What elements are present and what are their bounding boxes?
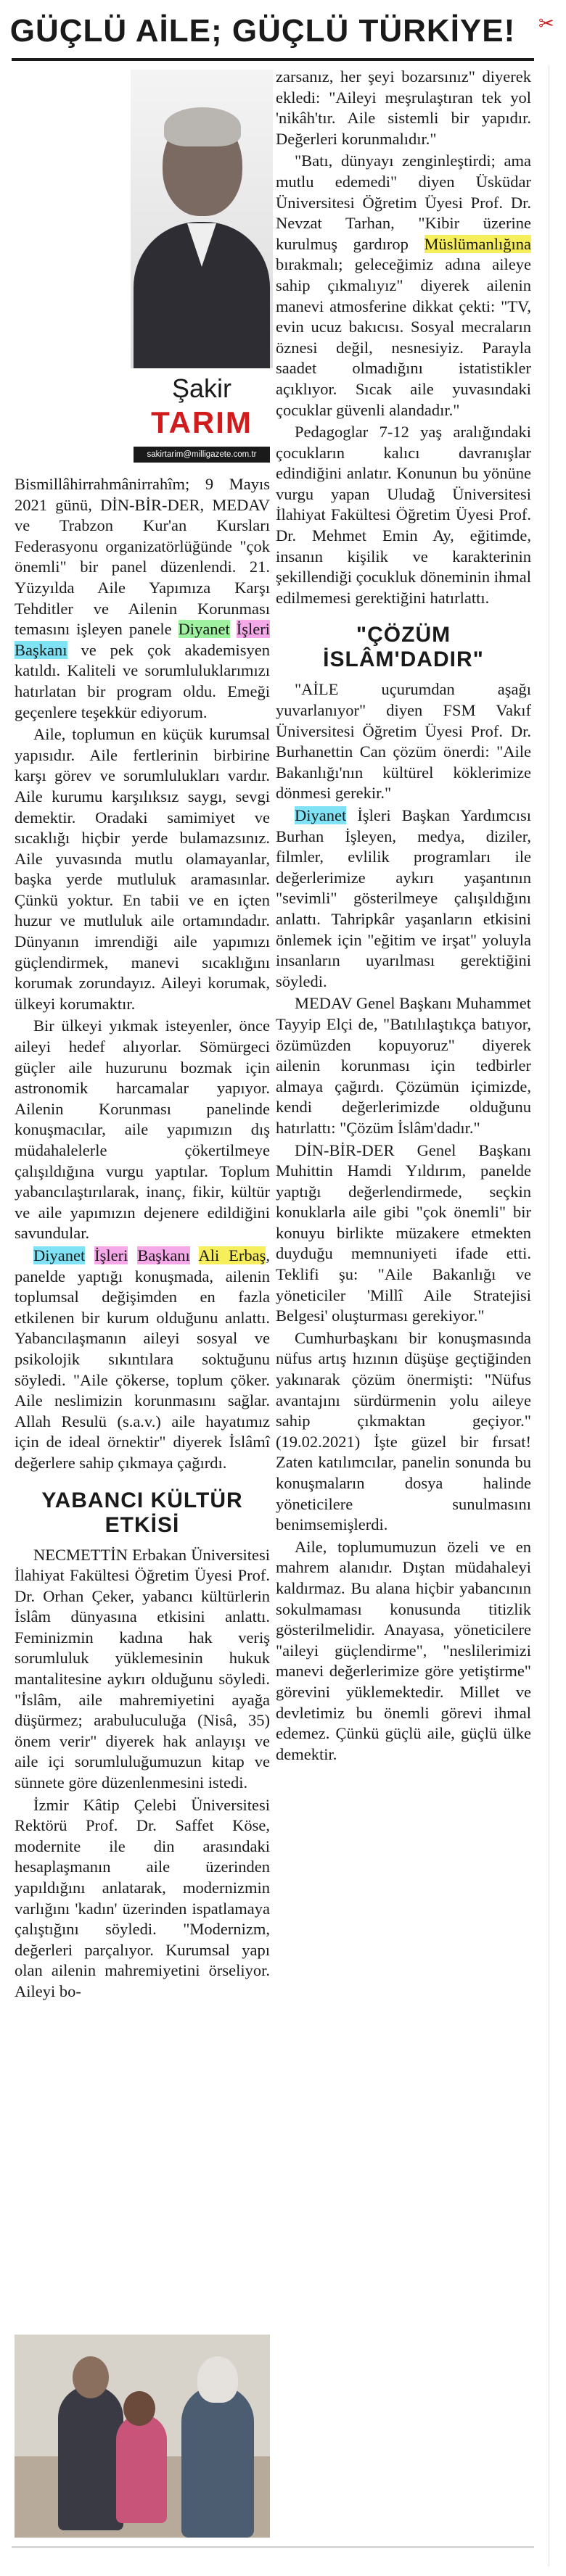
section-heading: "ÇÖZÜM İSLÂM'DADIR"	[323, 623, 484, 672]
left-column	[15, 67, 270, 2004]
author-email: sakirtarim@milligazete.com.tr	[134, 447, 270, 463]
paragraph: NECMETTİN Erbakan Üniversitesi İlahiyat Fakültesi Öğretim Üyesi Prof. Dr. Orhan Çeker, yabancı kültürlerin İslâm dünyasına etkisini anlattı. Feminizmin kadına hak veriş sorumluluk yüklemesinin hukuk mantalitesine aykırı olduğunu söyledi. "İslâm, aile mahremiyetini ayağa düşürmez; arabuluculuğa (Nisâ, 35) önem verir" diyerek hak anlayışı ve aile içi sorumluluğumuzun kitap ve sünnete göre düzenlenmesini istedi.	[15, 1545, 270, 1792]
page-edge-strip	[549, 65, 565, 2567]
author-photo	[131, 70, 273, 368]
headline: GÜÇLÜ AİLE; GÜÇLÜ TÜRKİYE!	[9, 13, 516, 49]
scissor-icon: ✂	[538, 13, 554, 35]
paragraph: DİN-BİR-DER Genel Başkanı Muhittin Hamdi Yıldırım, panelde yaptığı değerlendirmede, seçkin konuklarla aile gibi "çok önemli" bir konuyu birlikte müzakere etmekten duyduğu memnuniyeti ifade etti. Teklifi şu: "Aile Bakanlığı ve yöneticiler 'Millî Aile Stratejisi Belgesi' oluşturması gerekiyor."	[276, 1140, 531, 1325]
paragraph: Bismillâhirrahmânirrahîm; 9 Mayıs 2021 günü, DİN-BİR-DER, MEDAV ve Trabzon Kur'an Kursları Federasyonu organizatörlüğünde "çok önemli" bir panel düzenlendi. 21. Yüzyılda Aile Yapımıza Karşı Tehditler ve Ailenin Korunması temasını işleyen panele Diyanet İşleri Başkanı ve pek çok akademisyen katıldı. Kaliteli ve sorumluluklarımızı hatırlatan bir program oldu. Emeği geçenlere teşekkür ediyorum.	[15, 475, 270, 721]
headline-rule	[12, 58, 534, 61]
paragraph: "AİLE uçurumdan aşağı yuvarlanıyor" diyen FSM Vakıf Üniversitesi Öğretim Üyesi Prof. Dr. Burhanettin Can çözüm önerdi: "Aile Bakanlığı'nın kültürel köklerimize dönmesi gerekir."	[276, 680, 531, 803]
paragraph: Diyanet İşleri Başkanı Ali Erbaş, panelde yaptığı konuşmada, ailenin toplumsal değişimden en fazla etkilenen bir kurum olduğunu anlattı. Yabancılaşmanın aileyi sosyal ve psikolojik sıkıntılara soktuğunu söyledi. "Aile çökerse, toplum çöker. Aile neslimizin korunmasını sağlar. Allah Resulü (s.a.v.) aile hayatımız için de ideal örnektir" diyerek İslâmî değerlere sahip çıkmaya çağırdı.	[15, 1246, 271, 1472]
paragraph: Cumhurbaşkanı bir konuşmasında nüfus artış hızının düşüşe geçtiğinden yakınarak çözüm önermişti: "Nüfus avantajını sürdürmenin yolu aileye sahip çıkmaktan geçiyor." (19.02.2021) İşte güzel bir fırsat! Zaten katılımcılar, panelin sonunda bu konuşmaların dosya halinde yöneticilere sunulmasını benimsemişlerdi.	[276, 1328, 531, 1534]
family-photo	[15, 2335, 270, 2538]
paragraph: "Batı, dünyayı zenginleştirdi; ama mutlu edemedi" diyen Üsküdar Üniversitesi Öğretim Üyesi Prof. Dr. Nevzat Tarhan, "Kibir üzerine kurulmuş gardırop Müslümanlığına bırakmalı; geleceğimiz adına aileye sahip çıkmalıyız" diyerek ailenin manevi atmosferine dikkat çekti: "TV, evin ucuz bakıcısı. Sosyal mecraların öznesi değil, nesnesiyiz. Parayla saadet olmadığını istatistikler açıklıyor. Sıcak aile yuvasındaki çocuklar güvenli alandadır."	[276, 152, 531, 419]
paragraph: Aile, toplumun en küçük kurumsal yapısıdır. Aile fertlerinin birbirine karşı görev ve sorumlulukları vardır. Aile kurumu karşılıksız saygı, sevgi demektir. Oradaki samimiyet ve sıcaklığı hiçbir yerde bulamazsınız. Aile yuvasında mutlu olamayanlar, başka yerde mutluluk aramasınlar. Çünkü yoktur. En tabii ve en içten huzur ve mutluluk aile ortamındadır. Dünyanın imrendiği aile yapımızı güçlendirmek, manevi sıcaklığını korumak zorundayız. Aileyi korumak, ülkeyi korumaktır.	[15, 725, 270, 1013]
author-box	[131, 70, 273, 470]
paragraph: Diyanet İşleri Başkan Yardımcısı Burhan İşleyen, medya, diziler, filmler, evlilik programları ile değerlerimize aykırı yaşantının "sevimli" gösterilmeye çalışıldığını anlattı. Tahripkâr yaşanların etkisini önlemek için "eğitim ve irşat" yoluyla insanların uyarılması gerektiğini söyledi.	[276, 806, 531, 990]
section-heading: YABANCI KÜLTÜR ETKİSİ	[41, 1488, 243, 1537]
paragraph: İzmir Kâtip Çelebi Üniversitesi Rektörü Prof. Dr. Saffet Köse, modernite ile din arasındaki hesaplaşmanın aile üzerinden yapıldığını anlatarak, modernizmin varlığını 'kadın' üzerinden ispatlamaya çalıştığını söyledi. "Modernizm, değerleri parçalıyor. Kurumsal yapı olan ailenin mahremiyetini örseliyor. Aileyi bo-	[15, 1795, 270, 2000]
paragraph: Aile, toplumumuzun özeli ve en mahrem alanıdır. Dıştan müdahaleyi kaldırmaz. Bu alana hiçbir yabancının sokulmaması konusunda titizlik gösterilmelidir. Anayasa, yöneticilere "aileyi güçlendirme", "neslilerimizi manevi değerlerimize göre yetiştirme" görevini yüklemektedir. Millet ve devletimiz bu önemli görevi ihmal edemez. Çünkü güçlü aile, güçlü ülke demektir.	[276, 1537, 531, 1763]
author-first-name: Şakir	[171, 373, 232, 403]
author-last-name: TARIM	[151, 405, 253, 439]
paragraph: MEDAV Genel Başkanı Muhammet Tayyip Elçi de, "Batılılaştıkça batıyor, özümüzden kopuyoruz" diyerek ailenin korunması için tedbirler almaya çağırdı. Çözümün içimizde, kendi değerlerimizde olduğunu hatırlattı: "Çözüm İslâm'dadır."	[276, 994, 532, 1137]
right-column	[276, 67, 531, 1766]
paragraph: Pedagoglar 7-12 yaş aralığındaki çocukların kalıcı davranışlar edindiğini anlatır. Konunun bu yönüne vurgu yapan Uludağ Üniversitesi İlahiyat Fakültesi Öğretim Üyesi Prof. Dr. Mehmet Emin Ay, eğitimde, insanın kişilik ve karakterinin şekillendiği çocukluk döneminin ihmal edilmemesi gerektiğini hatırlattı.	[276, 423, 531, 607]
paragraph: Bir ülkeyi yıkmak isteyenler, önce aileyi hedef alıyorlar. Sömürgeci güçler aile huzurunu bozmak için astronomik harcamalar yapıyor. Ailenin Korunması panelinde konuşmacılar, aile yapımızın dış müdahalelerle çökertilmeye çalışıldığına vurgu yaptılar. Toplum yabancılaştırılarak, inanç, fikir, kültür ve aile yapımızın dejenere edildiğini savundular.	[15, 1016, 270, 1243]
bottom-rule	[12, 2546, 534, 2548]
paragraph: zarsanız, her şeyi bozarsınız" diyerek ekledi: "Aileyi meşrulaştıran tek yol 'nikâh'tır. Aile sistemli bir yapıdır. Değerleri korunmalıdır."	[276, 67, 531, 148]
